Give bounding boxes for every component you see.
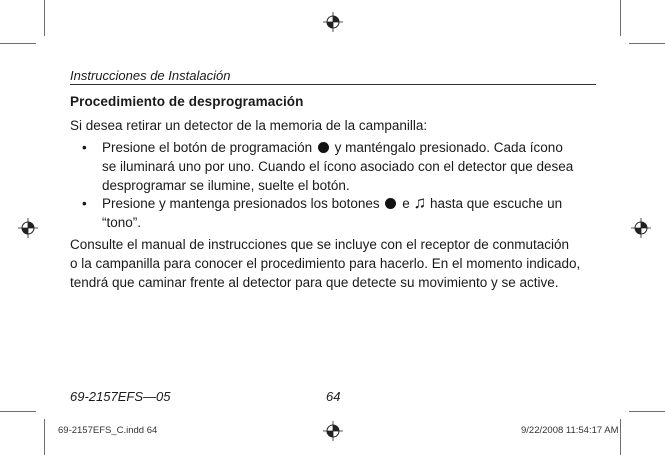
bullet-text: desprogramar se ilumine, suelte el botón. <box>102 178 350 193</box>
running-header: Instrucciones de Instalación <box>70 68 231 83</box>
slug-filename: 69-2157EFS_C.indd 64 <box>58 425 158 436</box>
list-item <box>82 194 602 232</box>
black-circle-icon <box>318 142 329 153</box>
paragraph-line: tendrá que caminar frente al detector para que detecte su movimiento y se active. <box>70 275 559 290</box>
page-number: 64 <box>326 389 341 404</box>
bullet-text: Presione el botón de programación <box>102 140 313 155</box>
document-number: 69-2157EFS—05 <box>70 389 171 404</box>
bullet-text: hasta que escuche un <box>430 196 563 211</box>
slug-timestamp: 9/22/2008 11:54:17 AM <box>521 425 619 436</box>
intro-paragraph: Si desea retirar un detector de la memoria de la campanilla: <box>70 118 428 133</box>
paragraph-line: Consulte el manual de instrucciones que se incluye con el receptor de conmutación <box>70 237 570 252</box>
crop-mark <box>620 419 621 455</box>
registration-mark-icon <box>18 218 38 238</box>
black-circle-icon <box>385 198 396 209</box>
crop-mark <box>44 419 45 455</box>
header-rule <box>70 84 596 85</box>
bullet-text: Presione y mantenga presionados los botones <box>102 196 380 211</box>
bullet-text: “tono”. <box>102 215 142 230</box>
bullet-icon: • <box>82 196 87 211</box>
closing-paragraph <box>70 235 600 292</box>
bullet-icon: • <box>82 140 87 155</box>
section-heading: Procedimiento de desprogramación <box>70 94 304 109</box>
registration-mark-icon <box>323 421 343 441</box>
crop-mark <box>620 0 621 36</box>
crop-mark <box>0 43 36 44</box>
paragraph-line: o la campanilla para conocer el procedimiento para hacerlo. En el momento indicado, <box>70 256 581 271</box>
music-note-icon: ♫ <box>413 193 427 212</box>
registration-mark-icon <box>323 12 343 32</box>
registration-mark-icon <box>631 218 651 238</box>
list-item <box>82 138 602 195</box>
bullet-text: y manténgalo presionado. Cada ícono <box>334 140 563 155</box>
bullet-text: se iluminará uno por uno. Cuando el ícono asociado con el detector que desea <box>102 159 574 174</box>
bullet-text: e <box>402 196 410 211</box>
crop-mark <box>629 43 665 44</box>
crop-mark <box>0 411 36 412</box>
crop-mark <box>629 411 665 412</box>
crop-mark <box>44 0 45 36</box>
